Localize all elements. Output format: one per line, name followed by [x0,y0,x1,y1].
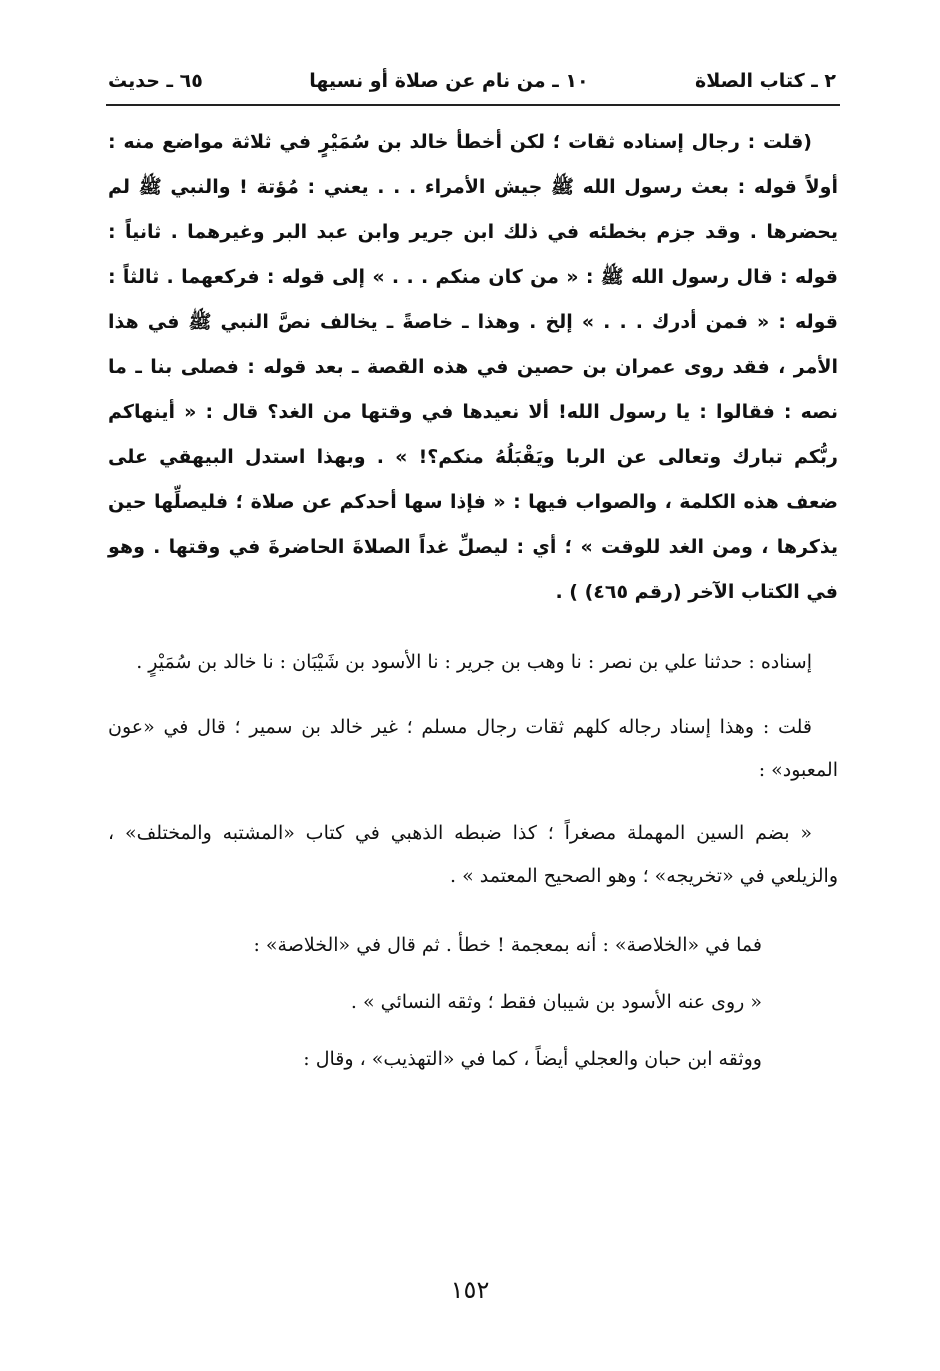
quote-paragraph: « بضم السين المهملة مصغراً ؛ كذا ضبطه الذهبي في كتاب «المشتبه والمختلف» ، والزيلعي في «تخريجه» ؛ وهو الصحيح المعتمد » . [108,822,838,887]
qult-paragraph: قلت : وهذا إسناد رجاله كلهم ثقات رجال مسلم ؛ غير خالد بن سمير ؛ قال في «عون المعبود» : [108,716,838,781]
running-header [108,64,836,98]
khulasa-quote-paragraph: « روى عنه الأسود بن شيبان فقط ؛ وثقه النسائي » . [350,991,762,1013]
header-divider [106,104,840,106]
page-body [108,120,838,1081]
header-hadith-number: ٦٥ ـ حديث [108,70,203,92]
page-number: ١٥٢ [450,1276,490,1304]
commentary-paragraph: (قلت : رجال إسناده ثقات ؛ لكن أخطأ خالد بن سُمَيْرٍ في ثلاثة مواضع منه : أولاً قوله : بعث رسول الله ﷺ جيش الأمراء . . . يعني : مُؤتة ! والنبي ﷺ لم يحضرها . وقد جزم بخطئه في ذلك ابن جرير وابن عبد البر وغيرهما . ثانياً : قوله : قال رسول الله ﷺ : « من كان منكم . . . » إلى قوله : فركعهما . ثالثاً : قوله : « فمن أدرك . . . » إلخ . وهذا ـ خاصةً ـ يخالف نصَّ النبي ﷺ في هذا الأمر ، فقد روى عمران بن حصين في هذه القصة ـ بعد قوله : فصلى بنا ـ ما نصه : فقالوا : يا رسول الله! ألا نعيدها في وقتها من الغد؟ قال : « أينهاكم ربُّكم تبارك وتعالى عن الربا ويَقْبَلُهُ منكم؟! » . وبهذا استدل البيهقي على ضعف هذه الكلمة ، والصواب فيها : « فإذا سها أحدكم عن صلاة ؛ فليصلِّها حين يذكرها ، ومن الغد للوقت » ؛ أي : ليصلِّ غداً الصلاةَ الحاضرةَ في وقتها . وهو في الكتاب الآخر (رقم ٤٦٥) ) . [108,131,838,603]
khulasa-paragraph: فما في «الخلاصة» : أنه بمعجمة ! خطأ . ثم قال في «الخلاصة» : [253,934,762,956]
header-section: ١٠ ـ من نام عن صلاة أو نسيها [309,70,589,92]
header-chapter: ٢ ـ كتاب الصلاة [695,70,836,92]
isnad-paragraph: إسناده : حدثنا علي بن نصر : نا وهب بن جرير : نا الأسود بن شَيْبَان : نا خالد بن سُمَيْرٍ . [136,651,812,673]
tahdhib-paragraph: ووثقه ابن حبان والعجلي أيضاً ، كما في «التهذيب» ، وقال : [303,1048,762,1070]
